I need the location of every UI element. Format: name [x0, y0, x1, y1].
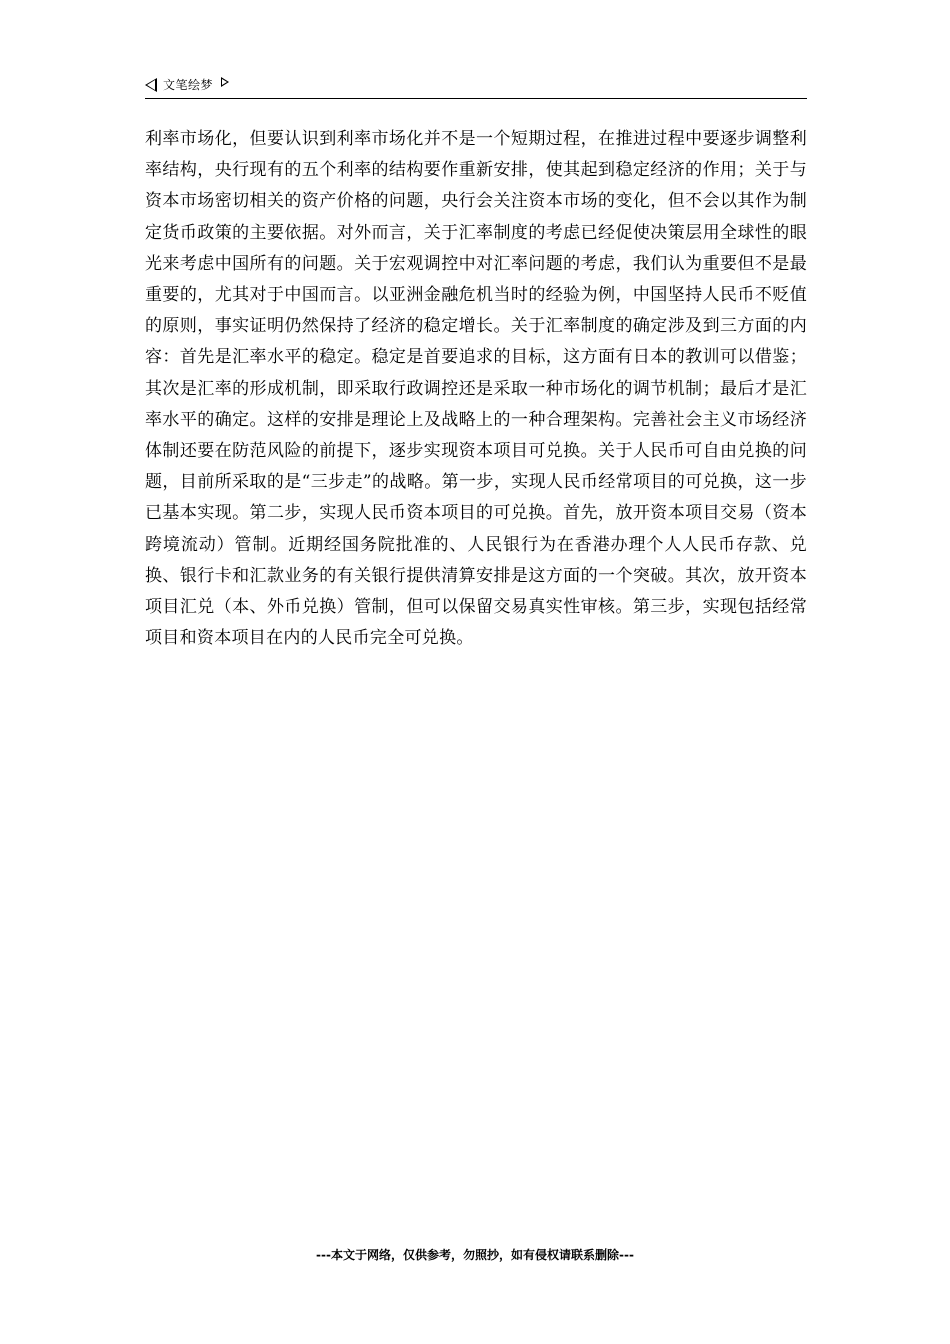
triangle-left-icon [145, 78, 157, 92]
body-paragraph: 利率市场化，但要认识到利率市场化并不是一个短期过程，在推进过程中要逐步调整利率结构，央行现有的五个利率的结构要作重新安排，使其起到稳定经济的作用；关于与资本市场密切相关的资产价格的问题，央行会关注资本市场的变化，但不会以其作为制定货币政策的主要依据。对外而言，关于汇率制度的考虑已经促使决策层用全球性的眼光来考虑中国所有的问题。关于宏观调控中对汇率问题的考虑，我们认为重要但不是最重要的，尤其对于中国而言。以亚洲金融危机当时的经验为例，中国坚持人民币不贬值的原则，事实证明仍然保持了经济的稳定增长。关于汇率制度的确定涉及到三方面的内容：首先是汇率水平的稳定。稳定是首要追求的目标，这方面有日本的教训可以借鉴；其次是汇率的形成机制，即采取行政调控还是采取一种市场化的调节机制；最后才是汇率水平的确定。这样的安排是理论上及战略上的一种合理架构。完善社会主义市场经济体制还要在防范风险的前提下，逐步实现资本项目可兑换。关于人民币可自由兑换的问题，目前所采取的是“三步走”的战略。第一步，实现人民币经常项目的可兑换，这一步已基本实现。第二步，实现人民币资本项目的可兑换。首先，放开资本项目交易（资本跨境流动）管制。近期经国务院批准的、人民银行为在香港办理个人人民币存款、兑换、银行卡和汇款业务的有关银行提供清算安排是这方面的一个突破。其次，放开资本项目汇兑（本、外币兑换）管制，但可以保留交易真实性审核。第三步，实现包括经常项目和资本项目在内的人民币完全可兑换。 [145, 129, 807, 649]
footer-notice: ---本文于网络，仅供参考，勿照抄，如有侵权请联系删除--- [316, 1248, 634, 1262]
page-header [145, 72, 807, 99]
triangle-right-icon [221, 77, 229, 87]
header-title: 文笔绘梦 [163, 78, 214, 92]
